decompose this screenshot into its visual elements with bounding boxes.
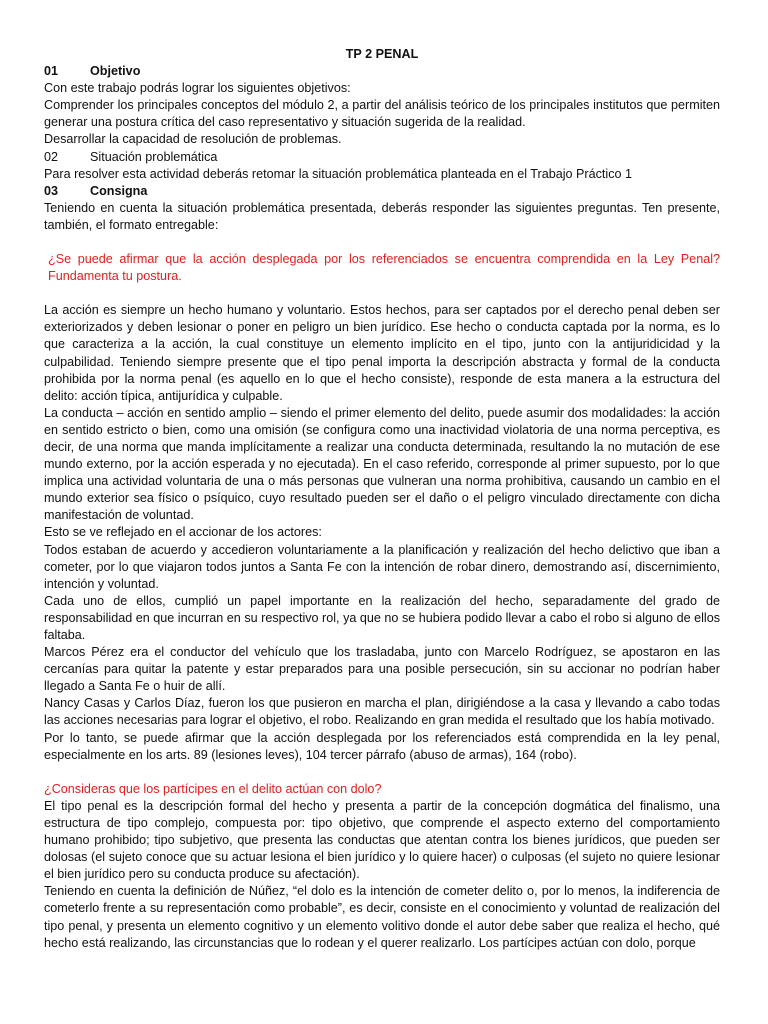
- section-title: Consigna: [90, 183, 148, 198]
- question-2: ¿Consideras que los partícipes en el delito actúan con dolo?: [44, 781, 382, 796]
- spacer: [44, 764, 720, 781]
- section-number: 01: [44, 64, 59, 79]
- objetivo-intro: Con este trabajo podrás lograr los siguientes objetivos:: [44, 81, 351, 96]
- section-01-heading: [44, 63, 720, 80]
- section-number: 03: [44, 183, 59, 198]
- situacion-text: Para resolver esta actividad deberás retomar la situación problemática planteada en el Trabajo Práctico 1: [44, 166, 633, 181]
- answer-2-paragraph: El tipo penal es la descripción formal del hecho y presenta a partir de la concepción dogmática del finalismo, una estructura de tipo complejo, compuesta por: tipo objetivo, que comprende el aspecto externo del comportamiento humano prohibido; tipo subjetivo, que presenta las conductas que atentan contra los bienes jurídicos, que pueden ser dolosas (el sujeto conoce que su actuar lesiona el bien jurídico y lo quiere hacer) o culposas (el sujeto no quiere lesionar el bien jurídico pero su conducta produce su afectación).: [44, 798, 720, 882]
- answer-1-paragraph: Todos estaban de acuerdo y accedieron voluntariamente a la planificación y realización del hecho delictivo que iban a cometer, por lo que viajaron todos juntos a Santa Fe con la intención de robar dinero, demostrando así, discernimiento, intención y voluntad.: [44, 542, 720, 591]
- answer-1-paragraph: La conducta – acción en sentido amplio – siendo el primer elemento del delito, puede asumir dos modalidades: la acción en sentido estricto o bien, como una omisión (se configura como una inactividad violatoria de una norma perceptiva, es decir, de una norma que manda implícitamente a realizar una conducta determinada, resultando la no mutación de ese mundo externo, por la acción esperada y no ejecutada). En el caso referido, corresponde al primer supuesto, por lo que implica una actividad voluntaria de una o más personas que vulneran una norma prohibitiva, causando un cambio en el mundo exterior sea físico o psíquico, cuyo resultado pueden ser el daño o el peligro vinculado directamente con dicha manifestación de voluntad.: [44, 405, 720, 523]
- objetivo-item-1: Comprender los principales conceptos del módulo 2, a partir del análisis teórico de los principales institutos que permiten generar una postura crítica del caso representativo y situación sugerida de la realidad.: [44, 98, 720, 130]
- answer-2-paragraph: Teniendo en cuenta la definición de Núñez, “el dolo es la intención de cometer delito o, por lo menos, la indiferencia de cometerlo frente a su representación como probable”, es decir, consiste en el conocimiento y voluntad de realización del tipo penal, y presenta un elemento cognitivo y un elemento volitivo donde el autor debe saber que realiza el hecho, qué hecho está realizando, las circunstancias que lo rodean y el querer realizarlo. Los partícipes actúan con dolo, porque: [44, 884, 720, 950]
- answer-1-paragraph: La acción es siempre un hecho humano y voluntario. Estos hechos, para ser captados por el derecho penal deben ser exteriorizados y deben lesionar o poner en peligro un bien jurídico. Ese hecho o conducta captada por la norma, es lo que caracteriza a la acción, la cual constituye un elemento implícito en el tipo, junto con la antijuridicidad y la culpabilidad. Teniendo siempre presente que el tipo penal importa la descripción abstracta y formal de la conducta prohibida por la norma penal (es aquello en lo que el hecho consiste), responde de esta manera a la estructura del delito: acción típica, antijurídica y culpable.: [44, 303, 720, 403]
- answer-1-paragraph: Esto se ve reflejado en el accionar de los actores:: [44, 525, 322, 540]
- answer-1-paragraph: Cada uno de ellos, cumplió un papel importante en la realización del hecho, separadamente del grado de responsabilidad en que incurran en su respectivo rol, ya que no se hubiera podido llevar a cabo el robo si alguno de ellos faltaba.: [44, 593, 720, 642]
- section-title: Objetivo: [90, 64, 141, 79]
- answer-1-paragraph: Marcos Pérez era el conductor del vehículo que los trasladaba, junto con Marcelo Rodríguez, se apostaron en las cercanías para quitar la patente y estar preparados para una posible persecución, sin su accionar no podrían haber llegado a Santa Fe o huir de allí.: [44, 645, 720, 694]
- question-1: ¿Se puede afirmar que la acción desplegada por los referenciados se encuentra comprendida en la Ley Penal? Fundamenta tu postura.: [48, 252, 720, 284]
- consigna-text: Teniendo en cuenta la situación problemática presentada, deberás responder las siguientes preguntas. Ten presente, también, el formato entregable:: [44, 200, 720, 232]
- spacer: [44, 234, 720, 251]
- document-title: TP 2 PENAL: [345, 47, 419, 61]
- objetivo-item-2: Desarrollar la capacidad de resolución de problemas.: [44, 132, 342, 147]
- section-title: Situación problemática: [90, 149, 218, 164]
- document-page: [44, 46, 720, 952]
- answer-1-paragraph: Por lo tanto, se puede afirmar que la acción desplegada por los referenciados está comprendida en la ley penal, especialmente en los arts. 89 (lesiones leves), 104 tercer párrafo (abuso de armas), 164 (robo).: [44, 730, 720, 762]
- answer-1-paragraph: Nancy Casas y Carlos Díaz, fueron los que pusieron en marcha el plan, dirigiéndose a la casa y llevando a cabo todas las acciones necesarias para lograr el objetivo, el robo. Realizando en gran medida el resultado que los había motivado.: [44, 696, 720, 728]
- section-03-heading: [44, 183, 720, 200]
- spacer: [44, 285, 720, 302]
- section-number: 02: [44, 149, 59, 164]
- section-02-heading: [44, 149, 720, 166]
